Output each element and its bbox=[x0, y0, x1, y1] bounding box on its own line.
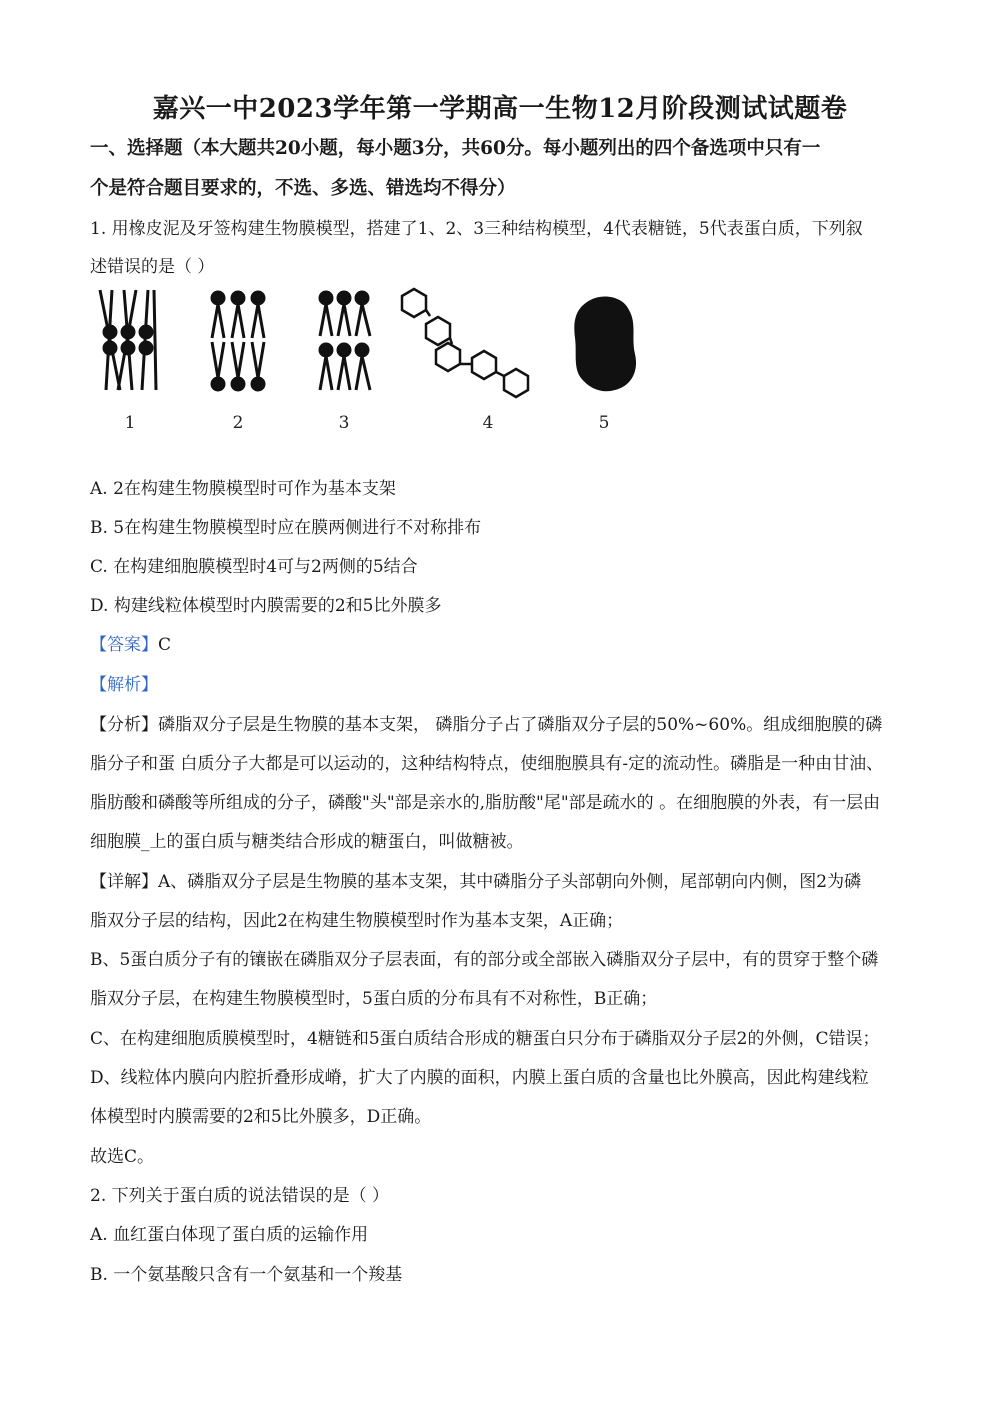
q2-option-a: A. 血红蛋白体现了蛋白质的运输作用 bbox=[90, 1225, 369, 1245]
section-heading-line-1: 一、选择题（本大题共20小题，每小题3分，共60分。每小题列出的四个备选项中只有一 bbox=[90, 138, 821, 159]
detail-line-6: D、线粒体内膜向内腔折叠形成嵴，扩大了内膜的面积，内膜上蛋白质的含量也比外膜高，因此构建线粒 bbox=[90, 1068, 869, 1088]
q2-stem: 2. 下列关于蛋白质的说法错误的是（ ） bbox=[90, 1186, 390, 1206]
q1-answer bbox=[90, 630, 171, 655]
detail-line-3: B、5蛋白质分子有的镶嵌在磷脂双分子层表面，有的部分或全部嵌入磷脂双分子层中，有的贯穿于整个磷 bbox=[90, 950, 879, 970]
figure-label-2: 2 bbox=[232, 413, 244, 433]
analysis-line-4: 细胞膜_上的蛋白质与糖类结合形成的糖蛋白，叫做糖被。 bbox=[90, 832, 524, 852]
q1-stem-line-2: 述错误的是（ ） bbox=[90, 257, 215, 277]
structure-1-drawing bbox=[100, 290, 156, 390]
membrane-model-figure bbox=[90, 280, 570, 440]
detail-line-7: 体模型时内膜需要的2和5比外膜多，D正确。 bbox=[90, 1107, 432, 1127]
page-title: 嘉兴一中2023学年第一学期高一生物12月阶段测试试题卷 bbox=[152, 94, 848, 124]
detail-line-4: 脂双分子层，在构建生物膜模型时，5蛋白质的分布具有不对称性，B正确； bbox=[90, 989, 658, 1009]
detail-line-2: 脂双分子层的结构，因此2在构建生物膜模型时作为基本支架，A正确； bbox=[90, 911, 624, 931]
detail-line-5: C、在构建细胞质膜模型时，4糖链和5蛋白质结合形成的糖蛋白只分布于磷脂双分子层2的外侧，C错误； bbox=[90, 1029, 880, 1049]
q1-option-a: A. 2在构建生物膜模型时可作为基本支架 bbox=[90, 479, 396, 499]
analysis-line-3: 脂肪酸和磷酸等所组成的分子，磷酸"头"部是亲水的,脂肪酸"尾"部是疏水的 。在细胞膜的外表，有一层由 bbox=[90, 793, 881, 813]
q2-option-b: B. 一个氨基酸只含有一个氨基和一个羧基 bbox=[90, 1265, 403, 1285]
figure-label-4: 4 bbox=[482, 413, 494, 433]
structure-2-drawing bbox=[212, 292, 264, 390]
analysis-tag: 【解析】 bbox=[90, 675, 158, 695]
structure-4-sugar-chain bbox=[402, 289, 528, 397]
analysis-line-1: 【分析】磷脂双分子层是生物膜的基本支架， 磷脂分子占了磷脂双分子层的50%~60%。组成细胞膜的磷 bbox=[90, 715, 883, 735]
figure-label-5: 5 bbox=[598, 413, 610, 433]
figure-label-3: 3 bbox=[338, 413, 350, 433]
structure-5-figure bbox=[565, 280, 655, 440]
q1-option-b: B. 5在构建生物膜模型时应在膜两侧进行不对称排布 bbox=[90, 518, 482, 538]
q1-option-d: D. 构建线粒体模型时内膜需要的2和5比外膜多 bbox=[90, 596, 442, 616]
figure-label-1: 1 bbox=[124, 413, 136, 433]
structure-3-drawing bbox=[320, 292, 370, 390]
detail-line-8: 故选C。 bbox=[90, 1147, 155, 1167]
analysis-line-2: 脂分子和蛋 白质分子大都是可以运动的，这种结构特点，使细胞膜具有-定的流动性。磷脂是一种由甘油、 bbox=[90, 754, 884, 774]
answer-tag: 【答案】 bbox=[90, 635, 158, 655]
answer-value: C bbox=[158, 635, 172, 655]
detail-line-1: 【详解】A、磷脂双分子层是生物膜的基本支架，其中磷脂分子头部朝向外侧，尾部朝向内侧，图2为磷 bbox=[90, 872, 862, 892]
q1-stem-line-1: 1. 用橡皮泥及牙签构建生物膜模型，搭建了1、2、3三种结构模型，4代表糖链，5代表蛋白质，下列叙 bbox=[90, 219, 863, 239]
q1-option-c: C. 在构建细胞膜模型时4可与2两侧的5结合 bbox=[90, 557, 418, 577]
section-heading-line-2: 个是符合题目要求的，不选、多选、错选均不得分） bbox=[90, 178, 516, 199]
